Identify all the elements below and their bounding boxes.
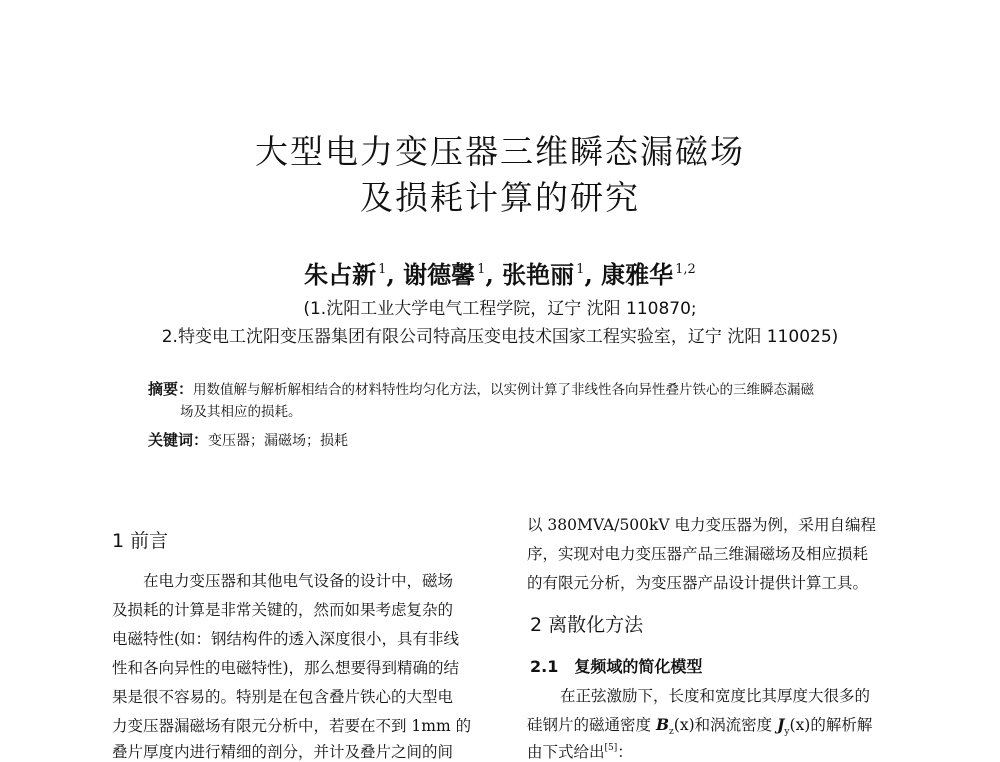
- math-argument: (x): [673, 716, 695, 734]
- abstract-label: 摘要：: [148, 380, 194, 398]
- abstract-text-line-2: 场及其相应的损耗。: [180, 404, 302, 420]
- body-text-line: 在正弦激励下，长度和宽度比其厚度大很多的: [560, 687, 871, 705]
- math-argument: (x): [789, 716, 811, 734]
- citation-reference[interactable]: [5]: [604, 743, 618, 753]
- keywords-text: 变压器；漏磁场；损耗: [208, 433, 349, 449]
- section-2-heading: 2 离散化方法: [530, 614, 644, 636]
- text-fragment: 硅钢片的磁通密度: [527, 716, 656, 734]
- affiliation-line-2: 2.特变电工沈阳变压器集团有限公司特高压变电技术国家工程实验室，辽宁 沈阳 110025): [161, 327, 839, 347]
- body-text-line: 果是很不容易的。特别是在包含叠片铁心的大型电: [112, 688, 454, 706]
- abstract: [148, 378, 908, 401]
- body-text-line: 力变压器漏磁场有限元分析中，若要在不到 1mm 的: [112, 717, 472, 735]
- body-text-line: 及损耗的计算是非常关键的，然而如果考虑复杂的: [112, 601, 454, 619]
- subsection-title: 复频域的简化模型: [574, 657, 703, 676]
- keywords: [148, 429, 868, 452]
- body-text-line-with-citation: [527, 740, 633, 762]
- math-symbol-J: J: [777, 715, 785, 734]
- author-name: 朱占新: [304, 260, 377, 289]
- section-1-heading: 1 前言: [112, 530, 169, 552]
- affiliation-line-1: (1.沈阳工业大学电气工程学院，辽宁 沈阳 110870;: [303, 299, 697, 319]
- paper-title-line-2: 及损耗计算的研究: [360, 178, 640, 217]
- body-text-line: 电磁特性(如：钢结构件的透入深度很小，具有非线: [112, 630, 460, 648]
- math-symbol-B: B: [655, 715, 670, 734]
- author-affiliation-mark: 1,2: [675, 262, 696, 277]
- subsection-2-1-heading: [530, 654, 702, 677]
- author-name: 康雅华: [601, 260, 674, 289]
- author-affiliation-mark: 1: [378, 262, 387, 277]
- body-text-line: 叠片厚度内进行精细的剖分，并计及叠片之间的间: [112, 743, 454, 761]
- author-separator: ,: [584, 260, 593, 289]
- author-affiliation-mark: 1: [576, 262, 585, 277]
- abstract-text-line-1: 用数值解与解析解相结合的材料特性均匀化方法，以实例计算了非线性各向异性叠片铁心的三维瞬态漏磁: [193, 382, 815, 398]
- body-text-line: 性和各向异性的电磁特性)，那么想要得到精确的结: [112, 659, 460, 677]
- keywords-label: 关键词：: [148, 431, 209, 449]
- body-text-line: 的有限元分析，为变压器产品设计提供计算工具。: [527, 574, 869, 592]
- math-subscript: y: [784, 727, 790, 738]
- author-name: 张艳丽: [502, 260, 575, 289]
- body-text-line: 以 380MVA/500kV 电力变压器为例，采用自编程: [527, 516, 877, 534]
- paper-title-line-1: 大型电力变压器三维瞬态漏磁场: [255, 132, 745, 171]
- math-subscript: z: [669, 727, 674, 738]
- author-list: [0, 255, 1000, 290]
- text-fragment: ：: [617, 743, 633, 761]
- body-text-line-with-formula: [527, 713, 872, 737]
- body-text-line: 序，实现对电力变压器产品三维漏磁场及相应损耗: [527, 545, 869, 563]
- text-fragment: 和涡流密度: [694, 716, 778, 734]
- author-name: 谢德馨: [403, 260, 476, 289]
- text-fragment: 的解析解: [810, 716, 873, 734]
- author-separator: ,: [386, 260, 395, 289]
- author-separator: ,: [485, 260, 494, 289]
- text-fragment: 由下式给出: [527, 743, 605, 761]
- author-affiliation-mark: 1: [477, 262, 486, 277]
- body-text-line: 在电力变压器和其他电气设备的设计中，磁场: [143, 572, 454, 590]
- subsection-number: 2.1: [530, 657, 559, 676]
